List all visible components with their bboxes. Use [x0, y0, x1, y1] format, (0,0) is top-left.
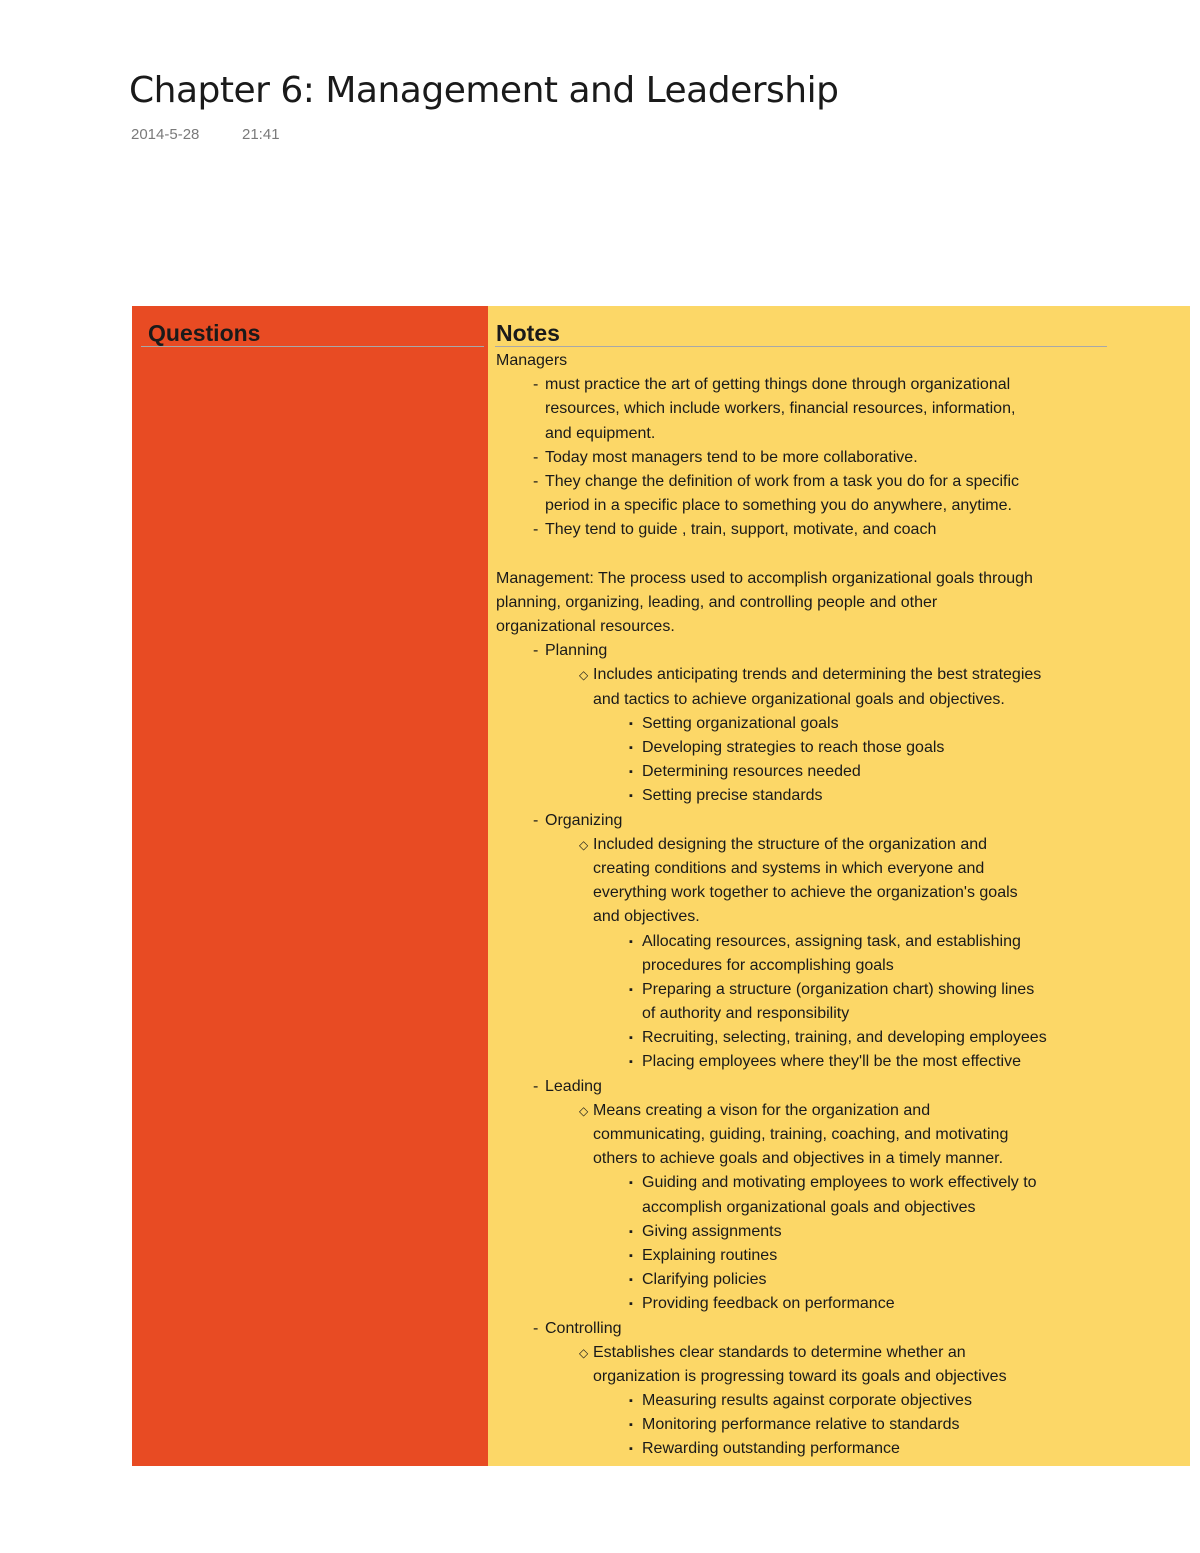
note-text: Measuring results against corporate objectives — [642, 1392, 972, 1410]
function-item — [496, 978, 1111, 1002]
function-description — [496, 1341, 1111, 1365]
square-bullet-icon: ▪ — [629, 790, 633, 803]
questions-header-divider — [141, 346, 484, 347]
notes-header: Notes — [496, 320, 560, 346]
square-bullet-icon: ▪ — [629, 1225, 633, 1238]
note-text: They tend to guide , train, support, motivate, and coach — [545, 521, 937, 539]
page-title: Chapter 6: Management and Leadership — [129, 70, 839, 111]
function-item — [496, 1268, 1111, 1292]
note-text: Monitoring performance relative to standards — [642, 1416, 960, 1434]
dash-bullet: - — [533, 472, 539, 490]
function-item — [496, 736, 1111, 760]
square-bullet-icon: ▪ — [629, 1443, 633, 1456]
dash-bullet: - — [533, 642, 539, 660]
dash-bullet: - — [533, 448, 539, 466]
function-item — [496, 1002, 1111, 1026]
note-text: resources, which include workers, financial resources, information, — [545, 400, 1016, 418]
function-item — [496, 1244, 1111, 1268]
square-bullet-icon: ▪ — [629, 1249, 633, 1262]
note-text: Included designing the structure of the organization and — [593, 835, 988, 853]
note-text: Planning — [545, 642, 608, 660]
questions-header: Questions — [148, 320, 261, 346]
note-text: creating conditions and systems in which everyone and — [593, 859, 985, 877]
notes-column — [488, 306, 1190, 1466]
note-text: Controlling — [545, 1319, 622, 1337]
notes-header-divider — [495, 346, 1107, 347]
dash-bullet: - — [533, 521, 539, 539]
square-bullet-icon: ▪ — [629, 1056, 633, 1069]
function-item — [496, 954, 1111, 978]
note-text: Recruiting, selecting, training, and developing employees — [642, 1029, 1047, 1047]
managers-point — [496, 494, 1111, 518]
function-description — [496, 833, 1111, 857]
note-text: They change the definition of work from a task you do for a specific — [545, 472, 1020, 490]
note-text: Allocating resources, assigning task, and establishing — [642, 932, 1021, 950]
managers-point — [496, 470, 1111, 494]
dash-bullet: - — [533, 1077, 539, 1095]
function-item — [496, 712, 1111, 736]
dash-bullet: - — [533, 1319, 539, 1337]
note-text: Means creating a vison for the organization and — [593, 1101, 931, 1119]
managers-point — [496, 422, 1111, 446]
function-item — [496, 1171, 1111, 1195]
function-description — [496, 663, 1111, 687]
note-text: Placing employees where they'll be the most effective — [642, 1053, 1021, 1071]
note-text: everything work together to achieve the organization's goals — [593, 884, 1018, 902]
note-text: Establishes clear standards to determine whether an — [593, 1343, 966, 1361]
square-bullet-icon: ▪ — [629, 935, 633, 948]
dash-bullet: - — [533, 811, 539, 829]
function-item — [496, 1292, 1111, 1316]
note-text: communicating, guiding, training, coaching, and motivating — [593, 1126, 1009, 1143]
square-bullet-icon: ▪ — [629, 717, 633, 730]
questions-column — [132, 306, 488, 1466]
note-text: Giving assignments — [642, 1222, 782, 1240]
function-item — [496, 1196, 1111, 1220]
diamond-bullet-icon: ◇ — [579, 668, 589, 683]
function-description — [496, 1147, 1111, 1171]
function-description — [496, 905, 1111, 929]
note-text: Clarifying policies — [642, 1271, 767, 1289]
function-heading — [496, 1317, 1111, 1341]
square-bullet-icon: ▪ — [629, 742, 633, 754]
square-bullet-icon: ▪ — [629, 1419, 633, 1432]
function-item — [496, 1050, 1111, 1074]
function-item — [496, 1389, 1111, 1413]
function-description — [496, 1099, 1111, 1123]
note-text: Includes anticipating trends and determining the best strategies — [593, 666, 1042, 684]
function-item — [496, 784, 1111, 808]
square-bullet-icon: ▪ — [629, 1274, 633, 1287]
managers-point — [496, 397, 1111, 421]
note-text: Determining resources needed — [642, 763, 861, 781]
function-heading — [496, 639, 1111, 663]
function-description — [496, 1123, 1111, 1147]
function-item — [496, 930, 1111, 954]
square-bullet-icon: ▪ — [629, 1395, 633, 1408]
managers-point — [496, 446, 1111, 470]
square-bullet-icon: ▪ — [629, 983, 633, 996]
note-text: Preparing a structure (organization chart) showing lines — [642, 980, 1035, 998]
note-text: accomplish organizational goals and objectives — [642, 1198, 976, 1216]
function-item — [496, 1437, 1111, 1461]
diamond-bullet-icon: ◇ — [579, 837, 589, 852]
diamond-bullet-icon: ◇ — [579, 1345, 589, 1360]
note-text: Management: The process used to accomplish organizational goals through — [496, 569, 1033, 587]
note-text: Developing strategies to reach those goals — [642, 739, 945, 756]
managers-heading — [496, 349, 1111, 373]
note-text: must practice the art of getting things done through organizational — [545, 376, 1011, 394]
note-text: period in a specific place to something you do anywhere, anytime. — [545, 497, 1012, 515]
function-heading — [496, 809, 1111, 833]
note-text: Organizing — [545, 811, 623, 829]
note-text: organization is progressing toward its goals and objectives — [593, 1367, 1007, 1385]
function-description — [496, 688, 1111, 712]
function-description — [496, 1365, 1111, 1389]
square-bullet-icon: ▪ — [629, 1298, 633, 1311]
square-bullet-icon: ▪ — [629, 1177, 633, 1190]
note-text: Providing feedback on performance — [642, 1295, 895, 1313]
page-date: 2014-5-28 — [131, 126, 200, 143]
management-definition — [496, 567, 1111, 591]
function-item — [496, 760, 1111, 784]
note-text: planning, organizing, leading, and controlling people and other — [496, 593, 938, 611]
note-text: Managers — [496, 352, 568, 369]
page-time: 21:41 — [242, 126, 280, 143]
diamond-bullet-icon: ◇ — [579, 1103, 589, 1118]
managers-point — [496, 373, 1111, 397]
note-text: others to achieve goals and objectives in a timely manner. — [593, 1150, 1004, 1168]
managers-point — [496, 518, 1111, 542]
function-item — [496, 1220, 1111, 1244]
management-definition — [496, 615, 1111, 639]
note-text: and tactics to achieve organizational goals and objectives. — [593, 690, 1005, 708]
blank-line — [496, 543, 1111, 567]
function-description — [496, 857, 1111, 881]
function-heading — [496, 1075, 1111, 1099]
note-text: procedures for accomplishing goals — [642, 956, 894, 974]
note-text: Rewarding outstanding performance — [642, 1440, 900, 1458]
function-item — [496, 1413, 1111, 1437]
square-bullet-icon: ▪ — [629, 1032, 633, 1045]
note-text: Guiding and motivating employees to work effectively to — [642, 1174, 1037, 1192]
dash-bullet: - — [533, 376, 539, 394]
notes-body — [496, 349, 1111, 1462]
note-text: and equipment. — [545, 424, 656, 442]
function-item — [496, 1026, 1111, 1050]
note-text: Setting precise standards — [642, 787, 823, 805]
management-definition — [496, 591, 1111, 615]
note-text: Explaining routines — [642, 1246, 778, 1264]
note-text: of authority and responsibility — [642, 1005, 850, 1023]
square-bullet-icon: ▪ — [629, 766, 633, 779]
note-text: Setting organizational goals — [642, 714, 839, 732]
note-text: Leading — [545, 1077, 602, 1095]
note-text: Today most managers tend to be more collaborative. — [545, 448, 918, 466]
note-text: organizational resources. — [496, 618, 675, 636]
function-description — [496, 881, 1111, 905]
note-text: and objectives. — [593, 908, 700, 926]
